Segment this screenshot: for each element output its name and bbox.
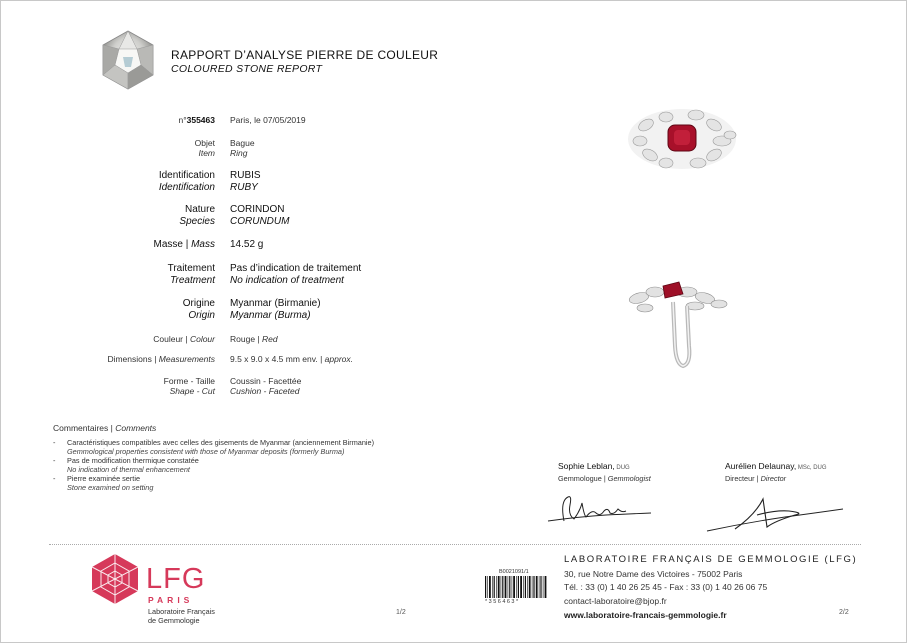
value-species: CORUNDUM	[230, 216, 290, 227]
value-forme: Coussin - Facettée	[230, 376, 302, 386]
lfg-city: PARIS	[148, 595, 194, 605]
comment-bullet: -	[53, 474, 56, 483]
signatory-1-role: Gemmologue | Gemmologist	[558, 474, 651, 483]
lfg-wordmark: LFG	[146, 563, 206, 595]
value-colour: Rouge | Red	[230, 334, 278, 344]
value-mass: 14.52 g	[230, 239, 264, 250]
value-shape-cut: Cushion - Faceted	[230, 386, 300, 396]
value-measurements: 9.5 x 9.0 x 4.5 mm env. | approx.	[230, 354, 354, 364]
label-nature: Nature	[184, 204, 215, 215]
signatory-2-role: Directeur | Director	[725, 474, 787, 483]
diamond-logo	[97, 29, 159, 91]
lab-email[interactable]: contact-laboratoire@bjop.fr	[564, 596, 667, 606]
label-identification-fr: Identification	[158, 170, 215, 181]
page-number-left: 1/2	[396, 609, 406, 616]
lfg-name-line-1: Laboratoire Français	[148, 607, 215, 616]
lab-website[interactable]: www.laboratoire-francais-gemmologie.fr	[564, 610, 727, 620]
label-origin: Origin	[188, 310, 215, 321]
report-date: Paris, le 07/05/2019	[230, 115, 306, 125]
label-shape-cut: Shape - Cut	[169, 386, 215, 396]
label-identification-en: Identification	[158, 182, 215, 193]
value-identification-en: RUBY	[230, 182, 258, 193]
comments-title: Commentaires | Comments	[53, 423, 157, 433]
ring-top-view-image	[626, 103, 738, 175]
report-title: RAPPORT D’ANALYSE PIERRE DE COULEUR	[171, 48, 439, 62]
comment-2-en: No indication of thermal enhancement	[67, 465, 190, 474]
value-treatment: No indication of treatment	[230, 275, 344, 286]
comment-2-fr: Pas de modification thermique constatée	[67, 456, 199, 465]
label-measurements: Dimensions | Measurements	[107, 354, 215, 364]
label-origine: Origine	[182, 298, 215, 309]
signatory-1-name: Sophie Leblan, DUG	[558, 461, 630, 471]
value-origine: Myanmar (Birmanie)	[230, 298, 321, 309]
signature-2-image	[705, 493, 845, 535]
label-objet: Objet	[194, 138, 215, 148]
page-number-right: 2/2	[839, 609, 849, 616]
label-mass: Masse | Mass	[153, 239, 215, 250]
signature-1-image	[546, 491, 656, 531]
label-colour: Couleur | Colour	[153, 334, 215, 344]
value-identification-fr: RUBIS	[230, 170, 261, 181]
label-forme: Forme - Taille	[163, 376, 215, 386]
ring-side-view-image	[621, 276, 731, 371]
value-objet: Bague	[230, 138, 255, 148]
value-origin: Myanmar (Burma)	[230, 310, 311, 321]
lab-title: LABORATOIRE FRANÇAIS DE GEMMOLOGIE (LFG)	[564, 554, 858, 565]
label-traitement: Traitement	[167, 263, 215, 274]
value-traitement: Pas d’indication de traitement	[230, 263, 362, 274]
value-nature: CORINDON	[230, 204, 285, 215]
comment-1-en: Gemmological properties consistent with those of Myanmar deposits (formerly Burma)	[67, 447, 345, 456]
comment-1-fr: Caractéristiques compatibles avec celles des gisements de Myanmar (anciennement Birmanie)	[67, 438, 375, 447]
comment-3-en: Stone examined on setting	[67, 483, 154, 492]
lab-address: 30, rue Notre Dame des Victoires - 75002 Paris	[564, 569, 743, 579]
barcode-top-label: B0021091/1	[499, 569, 529, 575]
footer-divider	[49, 544, 861, 545]
signatory-2-name: Aurélien Delaunay, MSc, DUG	[725, 461, 827, 471]
label-treatment: Treatment	[170, 275, 215, 286]
comment-bullet: -	[53, 456, 56, 465]
barcode-image	[485, 576, 547, 598]
barcode-bottom-label: *356463*	[485, 599, 520, 605]
lfg-name-line-2: de Gemmologie	[148, 616, 200, 625]
lfg-logo-icon	[91, 553, 139, 605]
label-item: Item	[198, 148, 215, 158]
report-number: n°355463	[178, 115, 215, 125]
report-subtitle: COLOURED STONE REPORT	[171, 63, 323, 75]
comment-3-fr: Pierre examinée sertie	[67, 474, 141, 483]
lab-phone: Tél. : 33 (0) 1 40 26 25 45 - Fax : 33 (0) 1 40 26 06 75	[564, 582, 768, 592]
comment-bullet: -	[53, 438, 56, 447]
value-item: Ring	[230, 148, 248, 158]
label-species: Species	[179, 216, 215, 227]
